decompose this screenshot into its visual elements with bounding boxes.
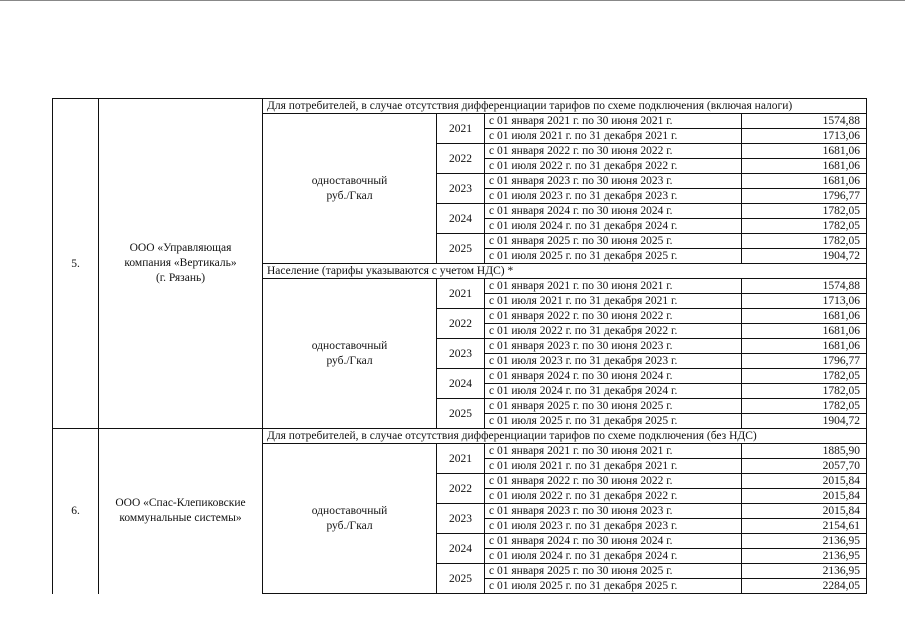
section-heading-row [53, 99, 867, 114]
price-cell: 1574,88 [742, 279, 867, 294]
period-cell: с 01 января 2023 г. по 30 июня 2023 г. [485, 174, 742, 189]
period-cell: с 01 июля 2023 г. по 31 декабря 2023 г. [485, 189, 742, 204]
price-cell: 1885,90 [742, 444, 867, 459]
price-cell: 2136,95 [742, 534, 867, 549]
price-cell: 2284,05 [742, 579, 867, 594]
period-cell: с 01 января 2025 г. по 30 июня 2025 г. [485, 234, 742, 249]
period-cell: с 01 января 2023 г. по 30 июня 2023 г. [485, 339, 742, 354]
price-cell: 1681,06 [742, 144, 867, 159]
period-cell: с 01 июля 2025 г. по 31 декабря 2025 г. [485, 579, 742, 594]
price-cell: 1681,06 [742, 309, 867, 324]
year-cell: 2021 [437, 279, 485, 309]
price-cell: 2136,95 [742, 549, 867, 564]
period-cell: с 01 января 2021 г. по 30 июня 2021 г. [485, 279, 742, 294]
period-cell: с 01 января 2022 г. по 30 июня 2022 г. [485, 474, 742, 489]
period-cell: с 01 января 2022 г. по 30 июня 2022 г. [485, 144, 742, 159]
year-cell: 2022 [437, 309, 485, 339]
organization-name-line: компания «Вертикаль» [124, 257, 237, 269]
price-cell: 2154,61 [742, 519, 867, 534]
price-cell: 1681,06 [742, 159, 867, 174]
price-cell: 1574,88 [742, 114, 867, 129]
year-cell: 2021 [437, 114, 485, 144]
price-cell: 1904,72 [742, 414, 867, 429]
year-cell: 2023 [437, 174, 485, 204]
tariff-type [263, 279, 437, 429]
period-cell: с 01 января 2024 г. по 30 июня 2024 г. [485, 369, 742, 384]
tariff-type-line: одноставочный [311, 339, 388, 352]
tariff-type-line: руб./Гкал [326, 519, 373, 532]
price-cell: 1904,72 [742, 249, 867, 264]
period-cell: с 01 января 2023 г. по 30 июня 2023 г. [485, 504, 742, 519]
period-cell: с 01 июля 2024 г. по 31 декабря 2024 г. [485, 549, 742, 564]
period-cell: с 01 июля 2024 г. по 31 декабря 2024 г. [485, 219, 742, 234]
year-cell: 2022 [437, 144, 485, 174]
tariff-document [52, 98, 867, 594]
period-cell: с 01 июля 2023 г. по 31 декабря 2023 г. [485, 354, 742, 369]
organization-name-line: ООО «Управляющая [129, 242, 232, 254]
period-cell: с 01 января 2022 г. по 30 июня 2022 г. [485, 309, 742, 324]
price-cell: 1796,77 [742, 354, 867, 369]
organization-name-line: ООО «Спас-Клепиковские [115, 497, 246, 510]
entry-number: 5. [53, 99, 99, 429]
section-heading: Для потребителей, в случае отсутствия дифференциации тарифов по схеме подключения (без НДС) [263, 429, 867, 444]
entry-number: 6. [53, 429, 99, 594]
period-cell: с 01 июля 2021 г. по 31 декабря 2021 г. [485, 129, 742, 144]
tariff-type [263, 114, 437, 264]
period-cell: с 01 июля 2024 г. по 31 декабря 2024 г. [485, 384, 742, 399]
year-cell: 2024 [437, 369, 485, 399]
year-cell: 2021 [437, 444, 485, 474]
tariff-type-line: руб./Гкал [326, 354, 373, 367]
organization-name [99, 429, 263, 594]
period-cell: с 01 января 2024 г. по 30 июня 2024 г. [485, 534, 742, 549]
year-cell: 2023 [437, 339, 485, 369]
section-heading-row [53, 429, 867, 444]
tariff-type-line: одноставочный [311, 174, 388, 187]
price-cell: 1782,05 [742, 399, 867, 414]
organization-name-line: коммунальные системы» [119, 512, 242, 525]
period-cell: с 01 июля 2023 г. по 31 декабря 2023 г. [485, 519, 742, 534]
period-cell: с 01 июля 2025 г. по 31 декабря 2025 г. [485, 249, 742, 264]
price-cell: 1782,05 [742, 234, 867, 249]
organization-name-line: (г. Рязань) [155, 272, 206, 284]
tariff-table [52, 98, 867, 594]
period-cell: с 01 июля 2022 г. по 31 декабря 2022 г. [485, 159, 742, 174]
section-heading: Для потребителей, в случае отсутствия дифференциации тарифов по схеме подключения (включая налоги) [263, 99, 867, 114]
price-cell: 1782,05 [742, 369, 867, 384]
price-cell: 2057,70 [742, 459, 867, 474]
price-cell: 1713,06 [742, 129, 867, 144]
tariff-type-line: одноставочный [311, 504, 388, 517]
price-cell: 1713,06 [742, 294, 867, 309]
period-cell: с 01 июля 2025 г. по 31 декабря 2025 г. [485, 414, 742, 429]
price-cell: 2015,84 [742, 489, 867, 504]
price-cell: 1681,06 [742, 174, 867, 189]
top-rule [0, 0, 905, 1]
year-cell: 2024 [437, 204, 485, 234]
tariff-type [263, 444, 437, 594]
organization-name [99, 99, 263, 429]
period-cell: с 01 января 2021 г. по 30 июня 2021 г. [485, 114, 742, 129]
price-cell: 1782,05 [742, 204, 867, 219]
tariff-type-line: руб./Гкал [326, 189, 373, 202]
period-cell: с 01 января 2025 г. по 30 июня 2025 г. [485, 564, 742, 579]
price-cell: 1782,05 [742, 219, 867, 234]
period-cell: с 01 июля 2021 г. по 31 декабря 2021 г. [485, 294, 742, 309]
period-cell: с 01 июля 2021 г. по 31 декабря 2021 г. [485, 459, 742, 474]
period-cell: с 01 января 2025 г. по 30 июня 2025 г. [485, 399, 742, 414]
period-cell: с 01 января 2024 г. по 30 июня 2024 г. [485, 204, 742, 219]
price-cell: 1796,77 [742, 189, 867, 204]
price-cell: 2136,95 [742, 564, 867, 579]
price-cell: 1681,06 [742, 324, 867, 339]
year-cell: 2025 [437, 399, 485, 429]
price-cell: 2015,84 [742, 504, 867, 519]
period-cell: с 01 января 2021 г. по 30 июня 2021 г. [485, 444, 742, 459]
year-cell: 2022 [437, 474, 485, 504]
section-heading: Население (тарифы указываются с учетом НДС) * [263, 264, 867, 279]
year-cell: 2023 [437, 504, 485, 534]
price-cell: 2015,84 [742, 474, 867, 489]
price-cell: 1681,06 [742, 339, 867, 354]
year-cell: 2024 [437, 534, 485, 564]
period-cell: с 01 июля 2022 г. по 31 декабря 2022 г. [485, 489, 742, 504]
price-cell: 1782,05 [742, 384, 867, 399]
year-cell: 2025 [437, 234, 485, 264]
year-cell: 2025 [437, 564, 485, 594]
period-cell: с 01 июля 2022 г. по 31 декабря 2022 г. [485, 324, 742, 339]
